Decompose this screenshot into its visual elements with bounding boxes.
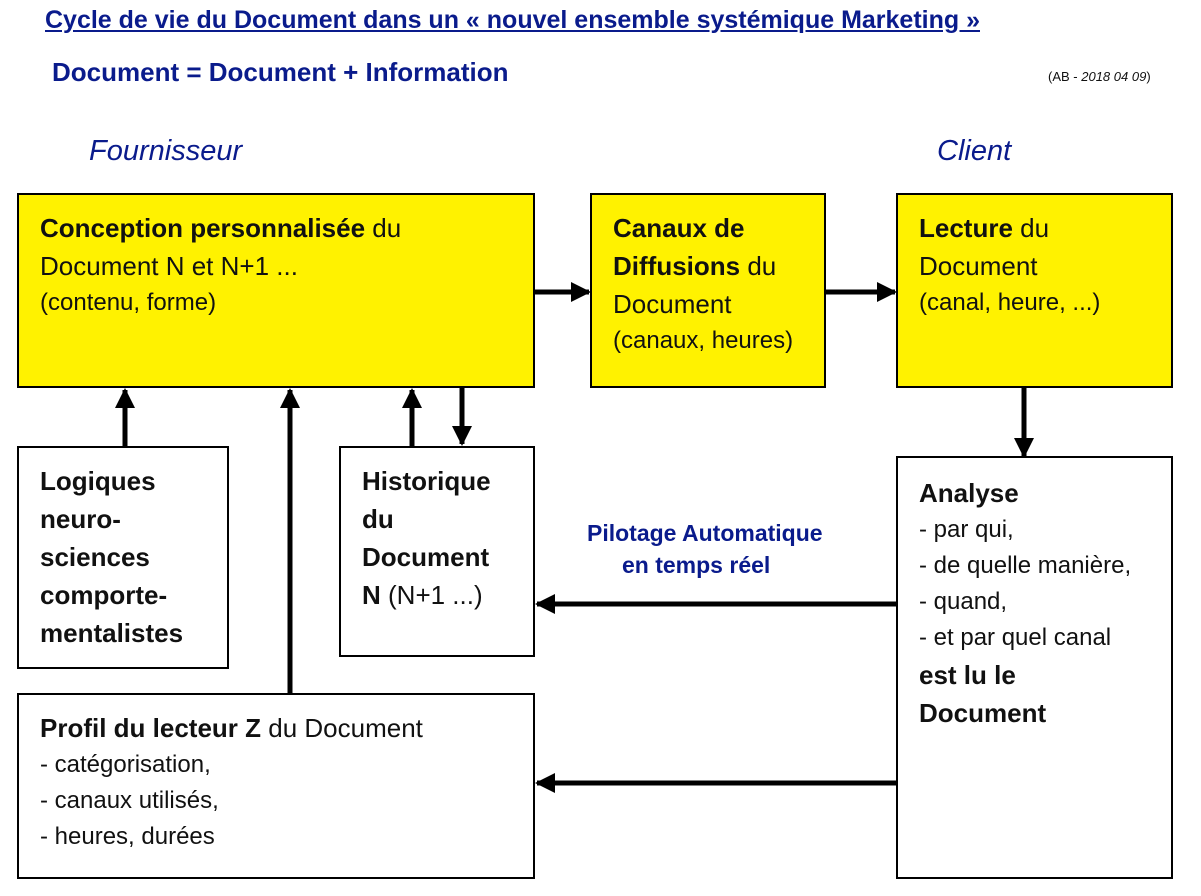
historique-n: N: [362, 580, 381, 610]
credit-date: 2018 04 09: [1081, 69, 1147, 84]
label-fournisseur: Fournisseur: [89, 135, 243, 167]
canaux-line1: Canaux de: [613, 213, 745, 243]
historique-line3: Document: [362, 542, 490, 572]
lecture-line3: (canal, heure, ...): [919, 289, 1101, 316]
analyse-item: - et par quel canal: [919, 624, 1112, 651]
conception-line2: Document N et N+1 ...: [40, 251, 298, 281]
box-historique: [339, 446, 535, 657]
canaux-line3: Document: [613, 289, 732, 319]
box-conception: [17, 193, 535, 388]
diagram-title: Cycle de vie du Document dans un « nouvel ensemble systémique Marketing »: [45, 6, 980, 34]
profil-title: Profil du lecteur Z: [40, 713, 262, 743]
canaux-du: du: [740, 251, 777, 281]
analyse-item: - de quelle manière,: [919, 552, 1132, 579]
analyse-end2: Document: [919, 698, 1047, 728]
profil-item: - heures, durées: [40, 823, 215, 850]
profil-line1: [40, 709, 533, 747]
profil-item: - canaux utilisés,: [40, 787, 219, 814]
logiques-line: sciences: [40, 542, 150, 572]
logiques-line: Logiques: [40, 466, 156, 496]
analyse-item: - par qui,: [919, 516, 1014, 543]
analyse-title: Analyse: [919, 478, 1019, 508]
credit-prefix: (AB -: [1048, 69, 1082, 84]
box-logiques: [17, 446, 229, 669]
pilotage-label-line1: Pilotage Automatique: [587, 520, 823, 546]
analyse-item: - quand,: [919, 588, 1008, 615]
lecture-du: du: [1012, 213, 1050, 243]
profil-du-document: du Document: [261, 713, 423, 743]
pilotage-label-line2: en temps réel: [622, 552, 771, 578]
historique-line2: du: [362, 504, 394, 534]
box-lecture: [896, 193, 1173, 388]
conception-line1: [40, 209, 533, 247]
profil-item: - catégorisation,: [40, 751, 211, 778]
logiques-line: neuro-: [40, 504, 121, 534]
logiques-line: mentalistes: [40, 618, 184, 648]
historique-line4: [362, 576, 533, 614]
logiques-line: comporte-: [40, 580, 168, 610]
historique-n1: (N+1 ...): [380, 580, 483, 610]
credit-suffix: ): [1146, 69, 1151, 84]
diagram-subtitle: Document = Document + Information: [52, 57, 509, 87]
conception-line3: (contenu, forme): [40, 289, 217, 316]
box-analyse: [896, 456, 1173, 879]
canaux-diffusions: Diffusions: [613, 251, 741, 281]
historique-line1: Historique: [362, 466, 491, 496]
conception-du: du: [365, 213, 402, 243]
lecture-line2: Document: [919, 251, 1038, 281]
canaux-line2: [613, 247, 824, 285]
lecture-title: Lecture: [919, 213, 1013, 243]
analyse-end1: est lu le: [919, 660, 1016, 690]
lecture-line1: [919, 209, 1171, 247]
conception-title: Conception personnalisée: [40, 213, 366, 243]
box-canaux: [590, 193, 826, 388]
label-client: Client: [937, 135, 1012, 167]
box-profil: [17, 693, 535, 879]
canaux-line4: (canaux, heures): [613, 327, 794, 354]
